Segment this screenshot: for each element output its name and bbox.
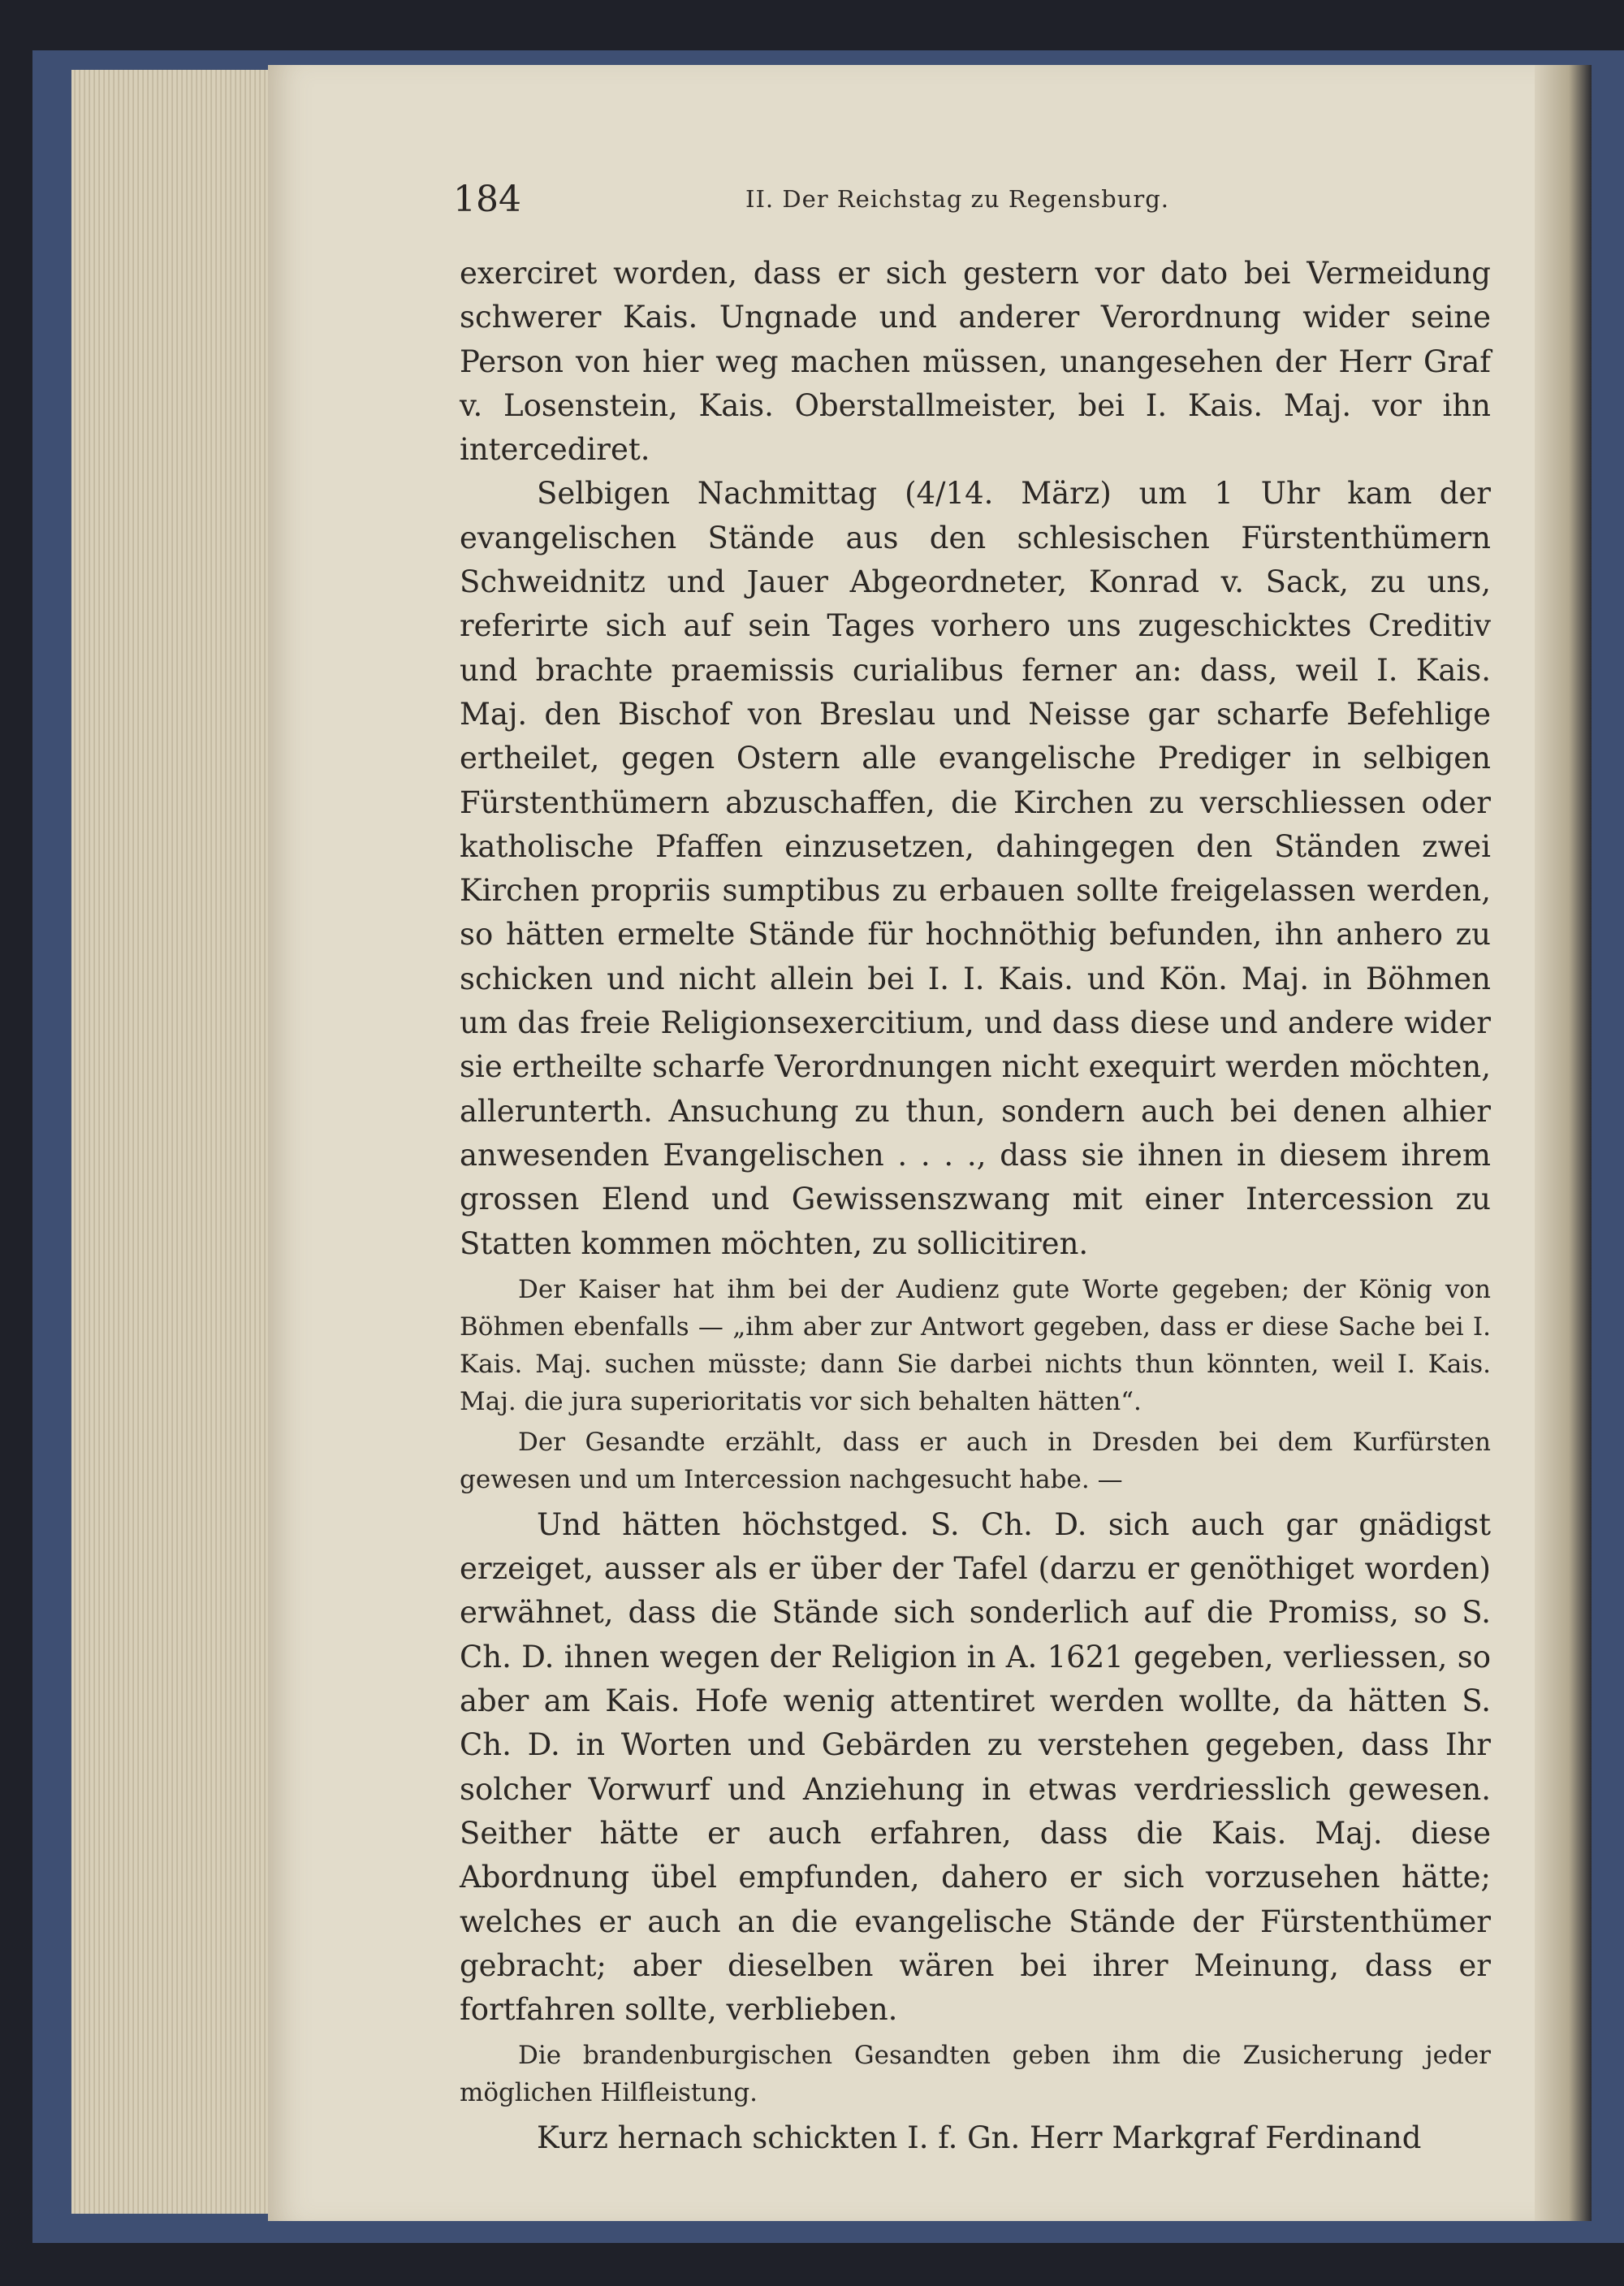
paragraph-4: Kurz hernach schickten I. f. Gn. Herr Markgraf Ferdinand: [537, 2120, 1422, 2156]
page-edges: [71, 70, 281, 2214]
summary-note-2: Der Gesandte erzählt, dass er auch in Dresden bei dem Kurfürsten gewesen und um Intercession nachgesucht habe. —: [460, 1427, 1491, 1494]
page-number: 184: [453, 179, 521, 220]
page-gutter-right: [1535, 65, 1592, 2221]
paragraph-3: Und hätten höchstged. S. Ch. D. sich auch gar gnädigst erzeiget, ausser als er über der Tafel (darzu er genöthiget worden) erwähnet, dass die Stände sich sonderlich auf die Promiss, so S. Ch. D. ihnen wegen der Religion in A. 1621 gegeben, verliessen, so aber am Kais. Hofe wenig attentiret werden wollte, da hätten S. Ch. D. in Worten und Gebärden zu verstehen gegeben, dass Ihr solcher Vorwurf und Anziehung in etwas verdriesslich gewesen. Seither hätte er auch erfahren, dass die Kais. Maj. diese Abordnung übel empfunden, dahero er sich vorzusehen hätte; welches er auch an die evangelische Stände der Fürstenthümer gebracht; aber dieselben wären bei ihrer Meinung, dass er fortfahren sollte, verblieben.: [460, 1506, 1491, 2028]
summary-note-1: Der Kaiser hat ihm bei der Audienz gute Worte gegeben; der König von Böhmen ebenfalls — „ihm aber zur Antwort gegeben, dass er diese Sache bei I. Kais. Maj. suchen müsste; dann Sie darbei nichts thun könnten, weil I. Kais. Maj. die jura superioritatis vor sich behalten hätten“.: [460, 1274, 1491, 1416]
running-head: [453, 171, 1501, 227]
main-text: [460, 252, 1491, 2161]
summary-note-3: Die brandenburgischen Gesandten geben ihm die Zusicherung jeder möglichen Hilfleistung.: [460, 2041, 1491, 2108]
paragraph-2: Selbigen Nachmittag (4/14. März) um 1 Uhr kam der evangelischen Stände aus den schlesischen Fürstenthümern Schweidnitz und Jauer Abgeordneter, Konrad v. Sack, zu uns, referirte sich auf sein Tages vorhero uns zugeschicktes Creditiv und brachte praemissis curialibus ferner an: dass, weil I. Kais. Maj. den Bischof von Breslau und Neisse gar scharfe Befehlige ertheilet, gegen Ostern alle evangelische Prediger in selbigen Fürstenthümern abzuschaffen, die Kirchen zu verschliessen oder katholische Pfaffen einzusetzen, dahingegen den Ständen zwei Kirchen propriis sumptibus zu erbauen sollte freigelassen werden, so hätten ermelte Stände für hochnöthig befunden, ihn anhero zu schicken und nicht allein bei I. I. Kais. und Kön. Maj. in Böhmen um das freie Religionsexercitium, und dass diese und andere wider sie ertheilte scharfe Verordnungen nicht exequirt werden möchten, allerunterth. Ansuchung zu thun, sondern auch bei denen alhier anwesenden Evangelischen . . . ., dass sie ihnen in diesem ihrem grossen Elend und Gewissenszwang mit einer Intercession zu Statten kommen möchten, zu sollicitiren.: [460, 476, 1491, 1261]
paragraph-1: exerciret worden, dass er sich gestern vor dato bei Vermeidung schwerer Kais. Ungnade und anderer Verordnung wider seine Person von hier weg machen müssen, unangesehen der Herr Graf v. Losenstein, Kais. Oberstallmeister, bei I. Kais. Maj. vor ihn intercediret.: [460, 256, 1491, 468]
chapter-header: II. Der Reichstag zu Regensburg.: [745, 185, 1169, 213]
